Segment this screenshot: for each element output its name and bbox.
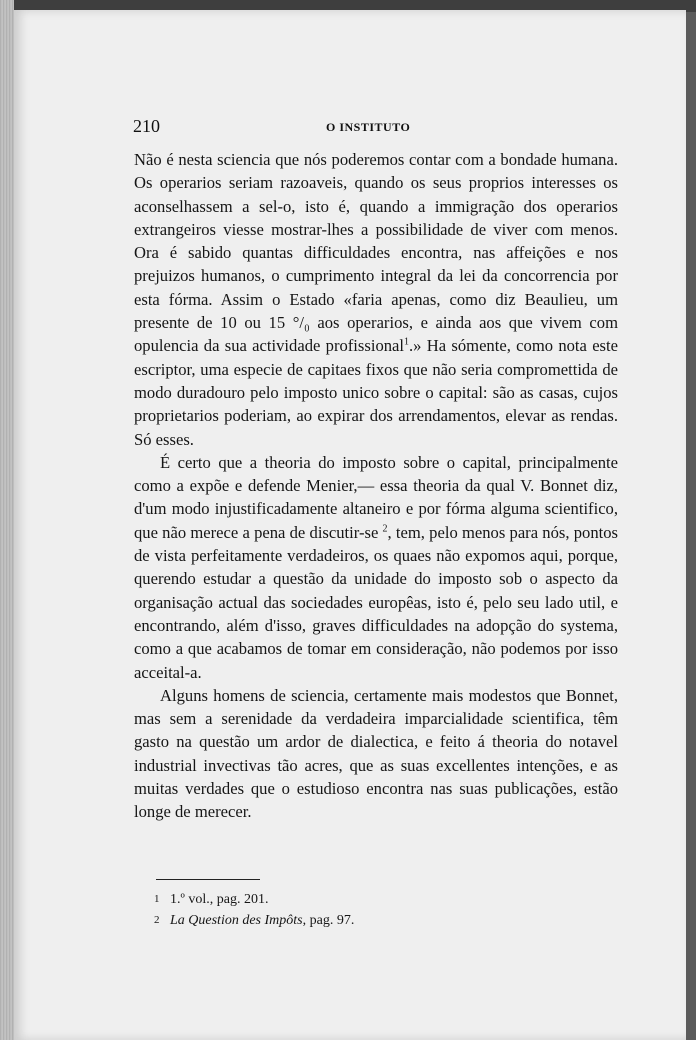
paragraph-2-text-a: É certo que a theoria do imposto sobre o capital, principalmente como a expõe e defende Menier,— essa theoria da qual V. Bonnet diz, d'um modo injustificadamente altaneiro e por fórma alguma scientifico, que não merece a pena de discutir-se bbox=[134, 452, 618, 542]
footnote-2-text: , pag. 97. bbox=[302, 913, 355, 928]
footnote-1-text: 1.º vol., pag. 201. bbox=[170, 892, 269, 907]
paragraph-2-text-b: , tem, pelo menos para nós, pontos de vista perfeitamente verdadeiros, os quaes não expomos aqui, porque, querendo estudar a questão da unidade do imposto sob o aspecto da organisação actual das sociedades europêas, isto é, pelo seu lado util, e encontrando, além d'isso, graves difficuldades na adopção do systema, como a que acabamos de tomar em consideração, não podemos por isso acceital-a. bbox=[134, 522, 618, 682]
paragraph-1-text-b: .» Ha sómente, como nota este escriptor, uma especie de capitaes fixos que não seria compromettida de modo duradouro pelo imposto unico sobre o capital: são as casas, cujos proprietarios poderiam, ao expirar dos arrendamentos, elevar as rendas. Só esses. bbox=[134, 336, 618, 449]
paragraph-2 bbox=[134, 451, 618, 684]
footnote-ref-1: 1 bbox=[404, 336, 410, 348]
footnote-2-title: La Question des Impôts bbox=[170, 913, 303, 928]
footnotes bbox=[154, 889, 590, 931]
footnote-2 bbox=[154, 910, 590, 931]
paragraph-1 bbox=[134, 148, 618, 451]
footnote-2-mark: 2 bbox=[154, 914, 160, 926]
page-number: 210 bbox=[133, 116, 160, 136]
footnote-1-mark: 1 bbox=[154, 893, 160, 905]
running-head: O INSTITUTO bbox=[326, 120, 411, 134]
body-text bbox=[134, 148, 618, 824]
footnote-1 bbox=[154, 889, 590, 910]
paragraph-1-text-a: Não é nesta sciencia que nós poderemos contar com a bondade humana. Os operarios seriam razoaveis, quando os seus proprios interesses os aconselhassem a sel-o, isto é, quando a immigração dos operarios extrangeiros viesse mostrar-lhes a possibilidade de viver com menos. Ora é sabido quantas difficuldades encontra, nas affeições e nos prejuizos humanos, o cumprimento integral da lei da concorrencia por esta fórma. Assim o Estado «faria apenas, como diz Beaulieu, um presente de 10 ou 15 °/₀ aos operarios, e ainda aos que vivem com opulencia da sua actividade profissional bbox=[134, 150, 618, 356]
paragraph-3: Alguns homens de sciencia, certamente mais modestos que Bonnet, mas sem a serenidade da verdadeira imparcialidade scientifica, têm gasto na questão um ardor de dialectica, e feito á theoria do notavel industrial invectivas tão acres, que as suas excellentes intenções, e as muitas verdades que o estudioso encontra nas suas publicações, estão longe de merecer. bbox=[134, 685, 618, 822]
footnote-ref-2: 2 bbox=[382, 523, 388, 535]
footnote-divider bbox=[156, 879, 260, 880]
book-page-edges bbox=[0, 0, 14, 1040]
